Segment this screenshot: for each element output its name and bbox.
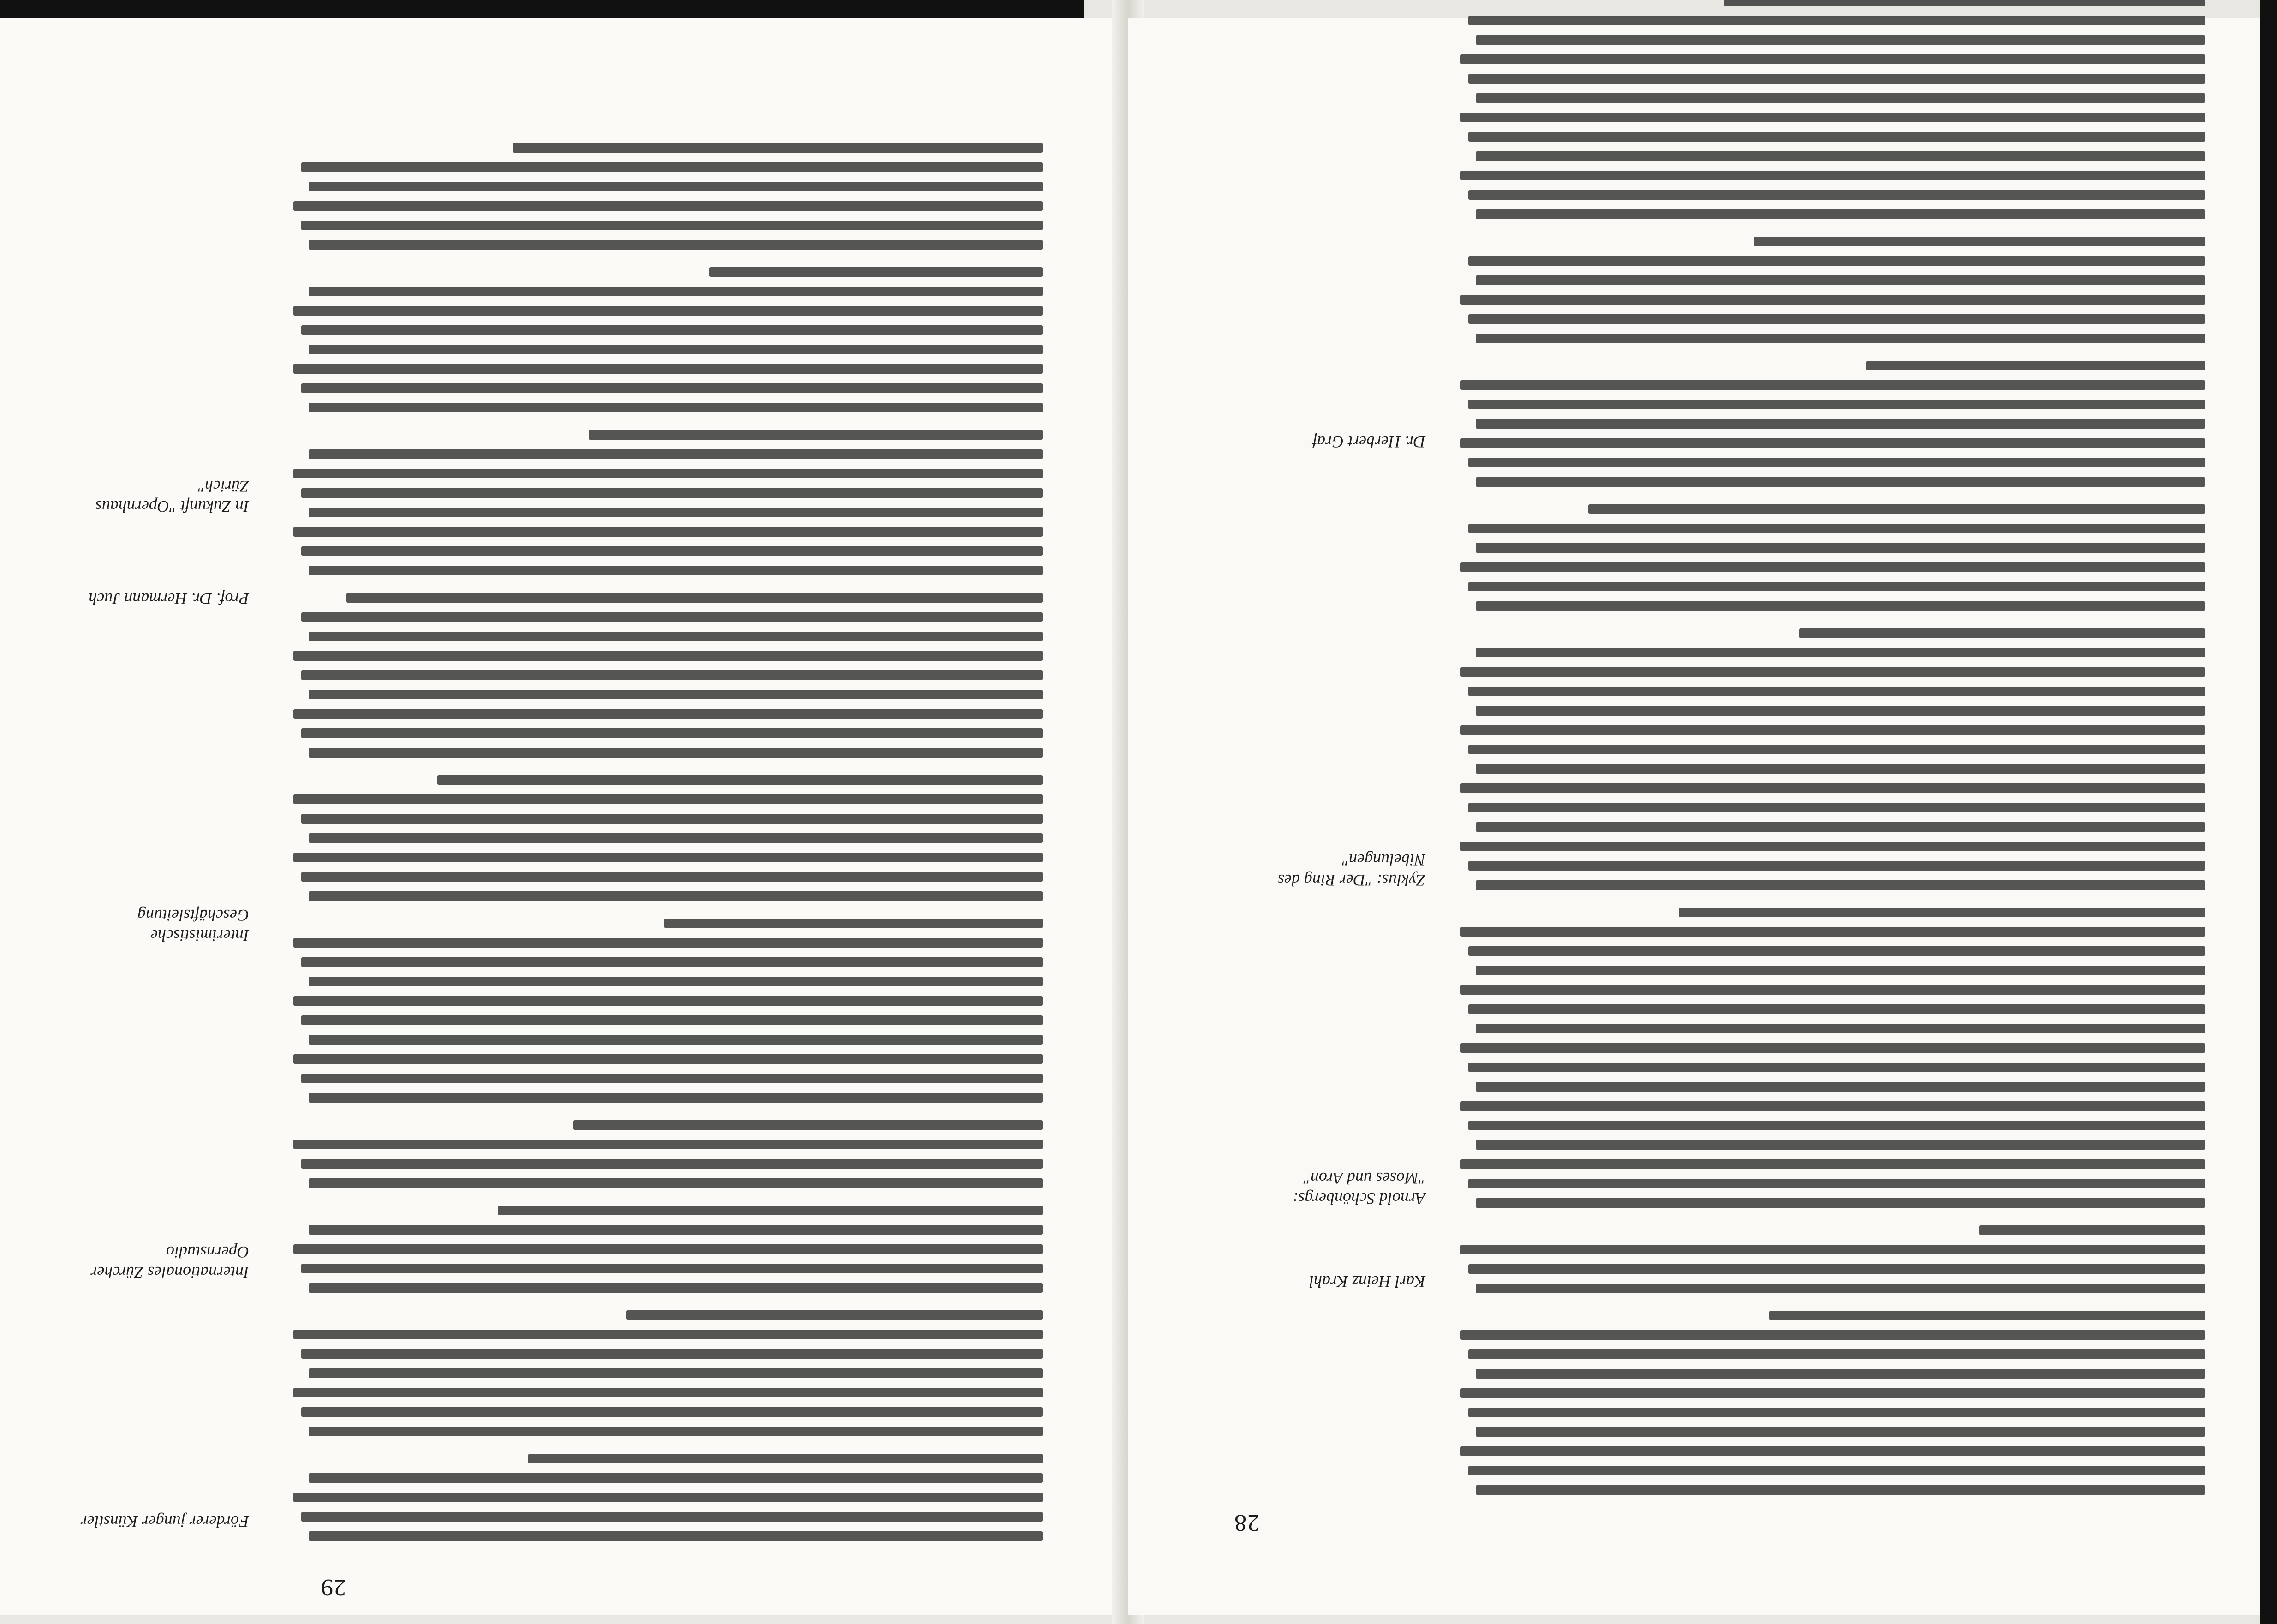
text-line [1468,946,2205,956]
text-line [1679,908,2205,917]
text-paragraph [286,1120,1043,1188]
text-line [293,201,1043,211]
text-line [346,593,1043,603]
text-line [1460,562,2205,572]
text-line [301,1074,1043,1083]
text-paragraph [286,1310,1043,1436]
text-line [309,1225,1043,1235]
text-line [1769,1311,2205,1320]
text-line [1468,190,2205,200]
text-line [1476,1284,2205,1293]
text-line [309,891,1043,901]
text-line [301,1407,1043,1417]
text-paragraph [286,775,1043,901]
text-line [309,1178,1043,1188]
text-line [1476,151,2205,161]
text-line [301,546,1043,556]
text-line [1476,601,2205,611]
text-line [626,1310,1043,1320]
text-line [309,1283,1043,1293]
text-line [301,1349,1043,1359]
text-line [1476,648,2205,657]
text-line [309,690,1043,699]
text-line [528,1454,1043,1463]
text-line [309,1427,1043,1436]
text-line [1724,0,2205,6]
text-line [1460,725,2205,735]
text-line [1468,1063,2205,1072]
text-line [1476,966,2205,975]
page-number: 29 [320,1574,346,1600]
text-line [301,1159,1043,1169]
text-paragraph [1453,361,2205,487]
text-line [1476,880,2205,890]
text-line [301,670,1043,680]
text-line [309,508,1043,517]
text-line [309,977,1043,986]
text-line [1476,275,2205,285]
text-paragraph [286,593,1043,758]
text-line [1867,361,2205,370]
text-line [1979,1225,2205,1235]
text-line [309,566,1043,575]
text-paragraph [286,430,1043,575]
text-line [1460,54,2205,64]
text-line [513,143,1043,153]
text-line [301,728,1043,738]
text-line [309,345,1043,354]
left-page [0,18,1126,1615]
text-line [293,1244,1043,1254]
text-line [1460,113,2205,122]
text-line [309,833,1043,843]
text-line [1460,1446,2205,1456]
text-paragraph [1453,504,2205,611]
text-line [1468,132,2205,142]
text-line [1468,1004,2205,1014]
text-line [309,748,1043,758]
margin-note: Prof. Dr. Hermann Juch [89,590,249,608]
text-line [293,709,1043,719]
text-line [1476,1140,2205,1150]
text-line [309,287,1043,296]
text-line [1476,209,2205,219]
text-line [293,1388,1043,1397]
text-line [301,872,1043,882]
text-line [293,996,1043,1006]
text-line [1460,985,2205,995]
text-line [1476,93,2205,103]
text-line [309,182,1043,191]
text-line [1476,1198,2205,1208]
text-line [1460,783,2205,793]
text-line [301,957,1043,967]
text-line [301,612,1043,622]
text-line [293,651,1043,661]
text-line [1476,1024,2205,1033]
text-line [1460,1245,2205,1254]
text-line [709,267,1043,277]
text-line [1476,334,2205,343]
text-line [301,488,1043,498]
text-line [1476,1485,2205,1495]
text-line [309,1473,1043,1483]
text-line [301,1015,1043,1025]
body-text-column [286,125,1043,1541]
text-line [1468,687,2205,696]
text-line [1476,822,2205,832]
text-line [293,306,1043,316]
text-line [1468,1349,2205,1359]
text-line [309,632,1043,641]
text-line [1468,582,2205,591]
text-line [1460,1043,2205,1053]
text-line [293,1330,1043,1339]
text-line [1460,842,2205,851]
text-line [293,1054,1043,1064]
text-line [309,1093,1043,1103]
text-line [309,1531,1043,1541]
text-line [1460,438,2205,448]
right-page-rotated-content [1128,18,2260,1615]
text-line [301,814,1043,824]
text-line [1468,745,2205,754]
text-line [498,1206,1043,1215]
text-line [1476,1427,2205,1437]
text-line [1468,400,2205,409]
text-line [1460,1388,2205,1398]
text-line [1468,74,2205,84]
text-paragraph [286,919,1043,1103]
text-line [1476,1082,2205,1092]
text-line [1460,1159,2205,1169]
margin-note: Dr. Herbert Graf [1312,433,1425,451]
text-line [1460,667,2205,677]
margin-note: Arnold Schönbergs: "Moses und Aron" [1293,1169,1425,1208]
text-paragraph [1453,1311,2205,1495]
text-line [1468,1179,2205,1188]
text-line [301,325,1043,335]
margin-note: Interimistische Geschäftsleitung [137,906,249,945]
text-line [309,449,1043,459]
text-line [1799,628,2205,638]
text-line [1468,524,2205,533]
text-line [1476,1369,2205,1379]
left-page-rotated-content [0,18,1126,1615]
margin-note: In Zukunft "Opernhaus Zürich" [95,477,249,516]
text-line [1754,237,2205,246]
text-paragraph [1453,628,2205,890]
text-line [301,1512,1043,1522]
text-line [301,383,1043,393]
text-line [309,1035,1043,1045]
text-line [1476,477,2205,487]
text-line [1468,1408,2205,1417]
margin-note: Karl Heinz Krahl [1309,1272,1425,1291]
text-line [293,527,1043,537]
page-number: 28 [1234,1510,1259,1536]
text-paragraph [1453,908,2205,1208]
text-line [309,240,1043,250]
text-line [1460,927,2205,937]
text-line [1460,295,2205,304]
text-line [1476,764,2205,774]
text-line [1588,504,2205,514]
text-line [293,938,1043,948]
text-line [1468,458,2205,467]
text-line [1468,16,2205,25]
text-line [1476,543,2205,553]
body-text-column [1453,0,2205,1495]
text-line [664,919,1043,928]
text-line [293,853,1043,862]
text-line [1468,256,2205,266]
text-paragraph [1453,0,2205,219]
text-line [1468,803,2205,812]
margin-note: Förderer junger Künstler [80,1512,249,1531]
text-paragraph [286,1454,1043,1541]
text-line [301,1264,1043,1273]
text-line [1460,171,2205,180]
text-paragraph [1453,237,2205,343]
text-line [309,403,1043,412]
text-line [293,794,1043,804]
scan-border-right [2260,0,2277,1624]
text-paragraph [286,267,1043,412]
text-line [309,1368,1043,1378]
text-line [573,1120,1043,1130]
right-page [1128,18,2260,1615]
text-line [1460,1330,2205,1340]
text-line [293,364,1043,374]
text-line [293,1493,1043,1502]
text-line [1468,1264,2205,1274]
text-line [1476,419,2205,429]
text-paragraph [286,1206,1043,1293]
text-paragraph [286,143,1043,250]
text-line [1468,1121,2205,1130]
margin-note: Internationales Zürcher Opernstudio [90,1243,249,1282]
text-line [1460,1101,2205,1111]
text-line [1476,706,2205,716]
text-paragraph [1453,1225,2205,1293]
text-line [1468,314,2205,324]
text-line [437,775,1043,785]
text-line [1468,861,2205,871]
text-line [293,469,1043,478]
text-line [293,1140,1043,1149]
text-line [589,430,1043,440]
text-line [1476,35,2205,45]
text-line [301,221,1043,230]
text-line [1460,380,2205,390]
margin-note: Zyklus: "Der Ring des Nibelungen" [1277,851,1425,890]
text-line [301,162,1043,172]
text-line [1468,1466,2205,1475]
